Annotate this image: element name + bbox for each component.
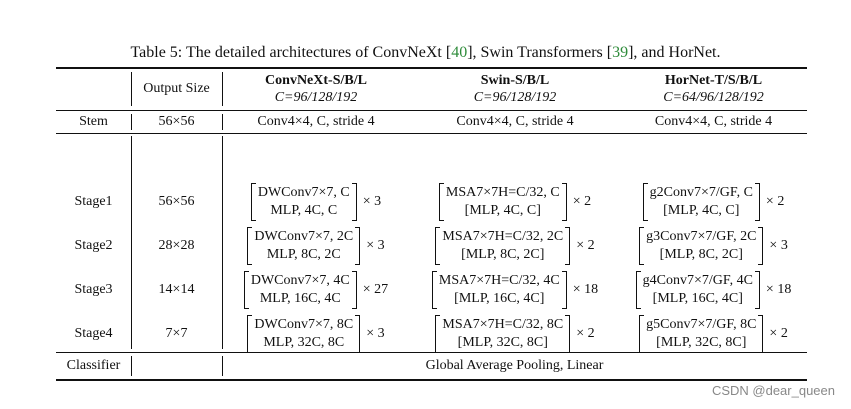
- cn-block-cell: [222, 180, 410, 224]
- citation-link[interactable]: 40: [451, 44, 468, 61]
- block-spec: [432, 271, 598, 309]
- swin-stem-cell: Conv4×4, C, stride 4: [456, 114, 574, 129]
- block-spec: [639, 227, 788, 265]
- repeat-count: × 2: [769, 326, 788, 341]
- classifier-cell: Global Average Pooling, Linear: [425, 358, 604, 373]
- block-mlp: [MLP, 8C, 2C]: [461, 247, 545, 262]
- cn-block-cell: [222, 224, 410, 268]
- block-matrix: [247, 315, 360, 353]
- stem-rule: [56, 133, 807, 134]
- block-spec: [435, 315, 594, 353]
- block-op: DWConv7×7, C: [257, 185, 350, 200]
- block-spec: [247, 315, 384, 353]
- block-op: MSA7×7H=C/32, 4C: [438, 273, 560, 288]
- block-mlp: [MLP, 8C, 2C]: [659, 247, 743, 262]
- block-matrix: [636, 271, 760, 309]
- hn-block-cell: [620, 180, 807, 224]
- output-size-cell: 56×56: [158, 194, 195, 209]
- sw-block-cell: [410, 268, 620, 312]
- bottom-rule: [56, 379, 807, 381]
- block-matrix: [435, 227, 570, 265]
- hn-block-cell: [620, 268, 807, 312]
- block-op: g5Conv7×7/GF, 8C: [646, 317, 757, 332]
- block-matrix: [639, 315, 763, 353]
- repeat-count: × 2: [576, 238, 595, 253]
- block-matrix: [247, 227, 360, 265]
- sw-block-cell: [410, 180, 620, 224]
- block-op: g2Conv7×7/GF, C: [649, 185, 753, 200]
- block-mlp: MLP, 16C, 4C: [259, 291, 341, 306]
- block-matrix: [439, 183, 567, 221]
- hornet-stem-cell: Conv4×4, C, stride 4: [654, 114, 773, 129]
- hn-block-cell: [620, 312, 807, 356]
- repeat-count: × 3: [362, 194, 382, 209]
- sw-block-cell: [410, 224, 620, 268]
- block-op: MSA7×7H=C/32, C: [445, 185, 560, 200]
- row-label: Stage2: [74, 238, 113, 253]
- block-mlp: [MLP, 16C, 4C]: [454, 291, 545, 306]
- repeat-count: × 2: [576, 326, 595, 341]
- block-matrix: [432, 271, 567, 309]
- block-mlp: [MLP, 4C, C]: [663, 203, 740, 218]
- block-spec: [439, 183, 591, 221]
- block-mlp: [MLP, 4C, C]: [464, 203, 541, 218]
- header-output-size: Output Size: [143, 81, 210, 96]
- block-mlp: [MLP, 16C, 4C]: [652, 291, 743, 306]
- header-swin: Swin-S/B/L C=96/128/192: [473, 73, 557, 105]
- convnext-stem-cell: Conv4×4, C, stride 4: [257, 114, 375, 129]
- repeat-count: × 2: [572, 194, 592, 209]
- block-mlp: [MLP, 32C, 8C]: [656, 335, 747, 350]
- output-size-cell: 7×7: [165, 326, 188, 341]
- sw-block-cell: [410, 312, 620, 356]
- block-matrix: [244, 271, 357, 309]
- row-label: Stem: [79, 114, 108, 129]
- block-op: MSA7×7H=C/32, 8C: [442, 317, 564, 332]
- repeat-count: × 3: [769, 238, 788, 253]
- repeat-count: × 27: [362, 282, 389, 297]
- repeat-count: × 2: [765, 194, 785, 209]
- block-mlp: MLP, 8C, 2C: [266, 247, 341, 262]
- output-size-cell: 28×28: [158, 238, 195, 253]
- block-op: MSA7×7H=C/32, 2C: [442, 229, 564, 244]
- block-spec: [247, 227, 384, 265]
- repeat-count: × 18: [572, 282, 599, 297]
- citation-link[interactable]: 39: [612, 44, 629, 61]
- output-size-cell: 14×14: [158, 282, 195, 297]
- block-spec: [244, 271, 388, 309]
- table-caption: Table 5: The detailed architectures of ConvNeXt [40], Swin Transformers [39], and HorNet.: [130, 44, 721, 61]
- block-mlp: MLP, 4C, C: [270, 203, 338, 218]
- header-convnext: ConvNeXt-S/B/L C=96/128/192: [265, 73, 367, 105]
- cn-block-cell: [222, 312, 410, 356]
- block-matrix: [643, 183, 760, 221]
- block-spec: [643, 183, 785, 221]
- hn-block-cell: [620, 224, 807, 268]
- cn-block-cell: [222, 268, 410, 312]
- row-label: Stage4: [74, 326, 113, 341]
- output-size-cell: 56×56: [158, 114, 195, 129]
- watermark: CSDN @dear_queen: [711, 383, 835, 398]
- block-matrix: [251, 183, 357, 221]
- block-op: g3Conv7×7/GF, 2C: [646, 229, 757, 244]
- block-matrix: [639, 227, 763, 265]
- col-divider: [131, 356, 132, 376]
- row-label: Stage1: [74, 194, 113, 209]
- row-label: Classifier: [66, 358, 121, 373]
- block-spec: [636, 271, 792, 309]
- block-spec: [251, 183, 381, 221]
- block-op: DWConv7×7, 8C: [254, 317, 354, 332]
- header-hornet: HorNet-T/S/B/L C=64/96/128/192: [663, 73, 764, 105]
- repeat-count: × 3: [366, 326, 385, 341]
- row-label: Stage3: [74, 282, 113, 297]
- block-matrix: [435, 315, 570, 353]
- block-spec: [639, 315, 788, 353]
- repeat-count: × 18: [765, 282, 792, 297]
- block-op: DWConv7×7, 2C: [254, 229, 354, 244]
- block-mlp: MLP, 32C, 8C: [263, 335, 345, 350]
- top-rule: [56, 67, 807, 69]
- block-mlp: [MLP, 32C, 8C]: [457, 335, 548, 350]
- repeat-count: × 3: [366, 238, 385, 253]
- block-spec: [435, 227, 594, 265]
- block-op: g4Conv7×7/GF, 4C: [642, 273, 753, 288]
- block-op: DWConv7×7, 4C: [250, 273, 350, 288]
